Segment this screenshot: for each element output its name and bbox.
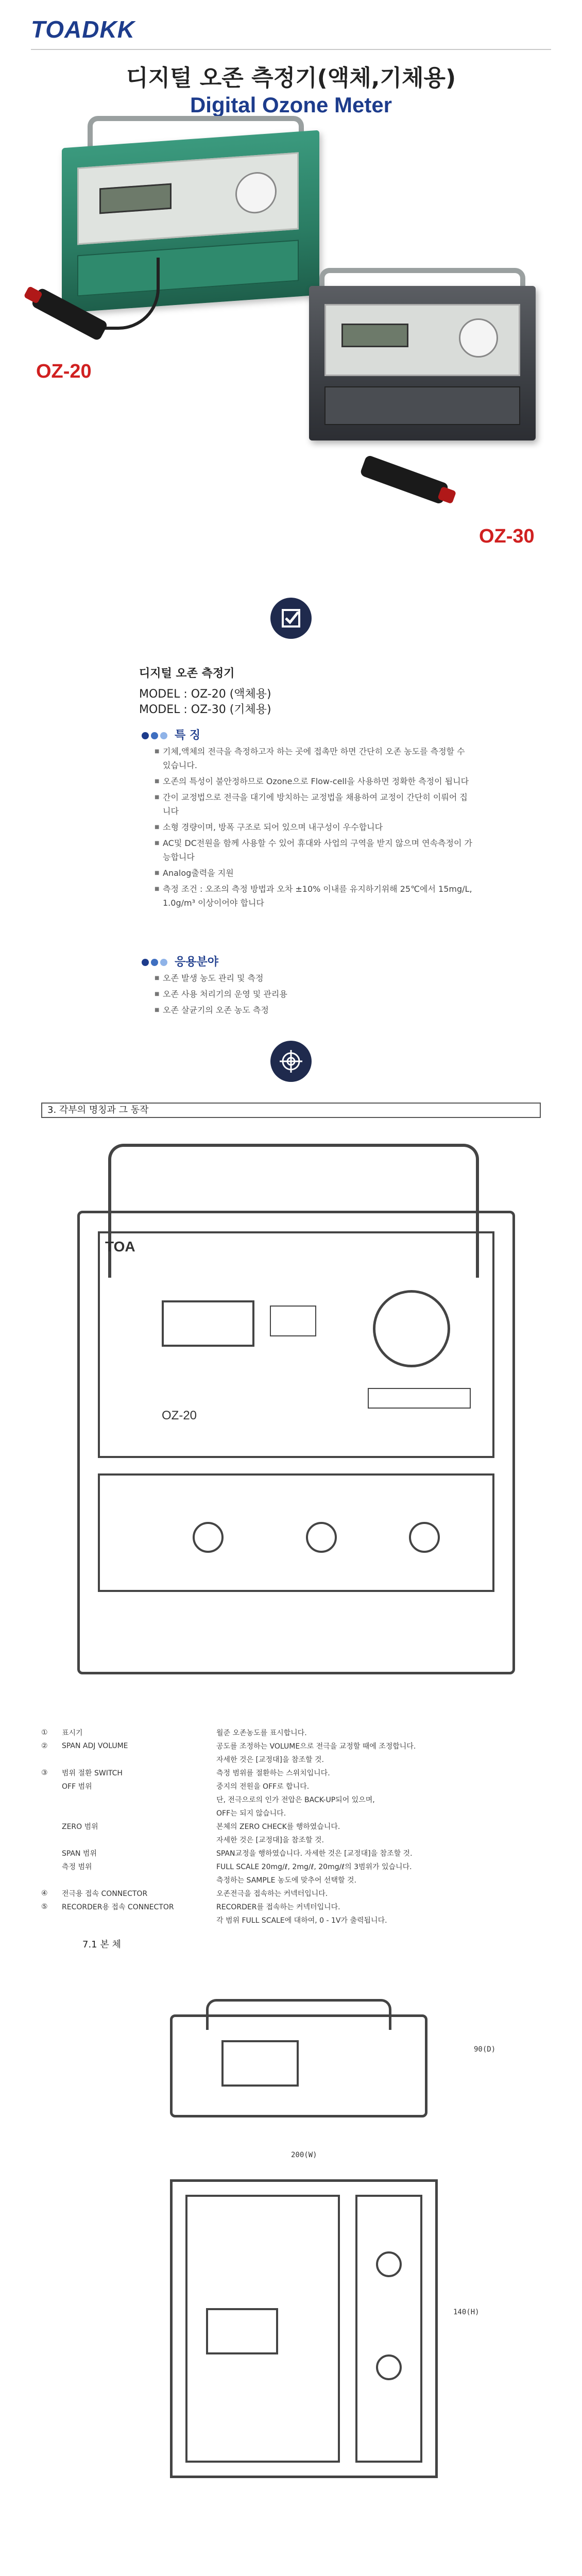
- oz30-device-photo: [309, 286, 536, 440]
- part-row: 측정하는 SAMPLE 농도에 맞추어 선택할 것.: [216, 1876, 356, 1885]
- probe-drawing: [134, 2571, 443, 2576]
- top-view-drawing: [155, 1984, 453, 2138]
- parts-list: [41, 1726, 541, 1927]
- usage-list: [155, 971, 474, 1019]
- front-view-lcd: [206, 2308, 278, 2354]
- usage-item: ■ 오존 사용 처리기의 운영 및 관리용: [155, 987, 474, 1001]
- oz20-front-panel: [77, 152, 299, 245]
- oz30-label: OZ-30: [479, 526, 535, 547]
- front-view-drawing: [170, 2179, 438, 2478]
- feature-item: ■ 소형 경량이며, 방폭 구조로 되어 있으며 내구성이 우수합니다: [155, 820, 474, 834]
- drawing-span-volume: [193, 1522, 224, 1553]
- feature-item: ■ Analog출력을 지원: [155, 866, 474, 880]
- oz20-range-knob: [235, 171, 277, 215]
- section-bullet-dots-icon: [142, 729, 169, 742]
- part-row: OFF는 되지 않습니다.: [216, 1809, 286, 1818]
- section3-title: 3. 각부의 명칭과 그 동작: [41, 1103, 541, 1118]
- drawing-lower-panel: [98, 1473, 494, 1592]
- feature-item: ■ 오존의 특성이 불안정하므로 Ozone으로 Flow-cell을 사용하면 정확한 측정이 됩니다: [155, 774, 474, 788]
- model-heading: 디지털 오존 측정기: [139, 667, 235, 680]
- oz30-lower-panel: [324, 386, 520, 425]
- part-row: 측정 범위 FULL SCALE 20mg/ℓ, 2mg/ℓ, 20mg/ℓ의 3범위가 있습니다.: [62, 1863, 412, 1871]
- part-row: ⑤ RECORDER용 접속 CONNECTOR RECORDER를 접속하는 커넥터입니다.: [41, 1903, 340, 1911]
- feature-item: ■ 기체,액체의 전극을 측정하고자 하는 곳에 접촉만 하면 간단히 오존 농도를 측정할 수 있습니다.: [155, 744, 474, 772]
- part-row: 자세한 것은 [교정대]을 참조할 것.: [216, 1756, 324, 1764]
- section71-title: 7.1 본 체: [82, 1939, 121, 1950]
- part-row: ① 표시기 월준 오존농도를 표시합니다.: [41, 1728, 307, 1737]
- drawing-model: OZ-20: [162, 1409, 197, 1422]
- part-row: OFF 범위 중지의 전원을 OFF로 합니다.: [62, 1783, 310, 1791]
- brand-logo: [31, 15, 135, 43]
- drawing-label-plate: [368, 1388, 471, 1409]
- dimension-height: 140(H): [453, 2308, 480, 2316]
- features-heading: [142, 726, 200, 742]
- top-view-clamp: [221, 2040, 299, 2087]
- page-title-korean: 디지털 오존 측정기(액체,기체용): [126, 65, 456, 91]
- front-view-connector-2: [376, 2354, 402, 2380]
- model-line-oz20: MODEL : OZ-20 (액체용): [139, 688, 271, 701]
- features-heading-text: 특 징: [175, 729, 201, 742]
- oz20-probe-tip: [23, 286, 43, 304]
- feature-item: ■ 측정 조건 : 오조의 측정 방법과 오차 ±10% 이내를 유지하기위해 25℃에서 15mg/L, 1.0g/m³ 이상이어야 합니다: [155, 882, 474, 910]
- dimension-width: 200(W): [291, 2151, 317, 2159]
- part-row: 단, 전극으로의 인가 전압은 BACK-UP되어 있으며,: [216, 1796, 375, 1804]
- part-row: 자세한 것은 [교정대]을 참조할 것.: [216, 1836, 324, 1844]
- oz20-cable: [98, 258, 160, 330]
- oz20-label: OZ-20: [36, 361, 92, 382]
- oz30-probe: [360, 454, 449, 505]
- page-title-english: Digital Ozone Meter: [190, 93, 392, 117]
- checklist-icon: [270, 598, 312, 639]
- drawing-recorder-connector: [409, 1522, 440, 1553]
- header-divider: [31, 49, 551, 50]
- front-panel-drawing: [77, 1144, 515, 1710]
- drawing-upper-panel: [98, 1231, 494, 1458]
- front-view-connector-1: [376, 2251, 402, 2277]
- usage-heading-text: 응용분야: [175, 956, 219, 969]
- part-row: SPAN 범위 SPAN교정을 행하였습니다. 자세한 것은 [교정대]을 참조할 것.: [62, 1850, 413, 1858]
- part-row: ③ 범위 절환 SWITCH 측정 범위를 절환하는 스위치입니다.: [41, 1769, 330, 1777]
- top-view-handle: [206, 1999, 391, 2030]
- logo-tail: DKK: [82, 16, 135, 43]
- oz20-lcd-display: [99, 183, 172, 214]
- dimension-depth: 90(D): [474, 2045, 496, 2054]
- feature-item: ■ AC및 DC전원을 함께 사용할 수 있어 휴대와 사업의 구역을 받지 않으며 연속측정이 가능합니다: [155, 836, 474, 864]
- part-row: ② SPAN ADJ VOLUME 공도를 조정하는 VOLUME으로 전극을 교정할 때에 조정합니다.: [41, 1742, 416, 1751]
- oz30-lcd-display: [341, 324, 408, 347]
- feature-item: ■ 간이 교정법으로 전극을 대기에 방치하는 교정법을 채용하여 교정이 간단히 이뤄어 집니다: [155, 790, 474, 818]
- part-row: 각 범위 FULL SCALE에 대하여, 0 - 1V가 출력됩니다.: [216, 1917, 387, 1925]
- section-bullet-dots-icon: [142, 956, 169, 969]
- drawing-brand: TOA: [105, 1239, 135, 1255]
- oz30-probe-tip: [437, 486, 456, 504]
- top-view-case: [170, 2014, 427, 2117]
- usage-item: ■ 오존 살균기의 오존 농도 측정: [155, 1003, 474, 1017]
- oz30-range-knob: [459, 318, 498, 358]
- drawing-electrode-connector: [306, 1522, 337, 1553]
- drawing-range-indicator: [270, 1306, 316, 1336]
- target-icon: [270, 1041, 312, 1082]
- usage-item: ■ 오존 발생 농도 관리 및 측정: [155, 971, 474, 985]
- features-list: [155, 744, 474, 912]
- oz30-front-panel: [324, 304, 520, 376]
- drawing-lcd: [162, 1300, 254, 1347]
- part-row: ④ 전극용 접속 CONNECTOR 오존전극을 접속하는 커넥터입니다.: [41, 1889, 328, 1898]
- drawing-range-knob: [373, 1290, 450, 1367]
- front-view-connector-panel: [355, 2195, 422, 2463]
- model-line-oz30: MODEL : OZ-30 (기체용): [139, 703, 271, 716]
- part-row: ZERO 범위 본체의 ZERO CHECK를 행하였습니다.: [62, 1823, 340, 1831]
- logo-text: TOA: [31, 16, 82, 43]
- usage-heading: [142, 953, 218, 969]
